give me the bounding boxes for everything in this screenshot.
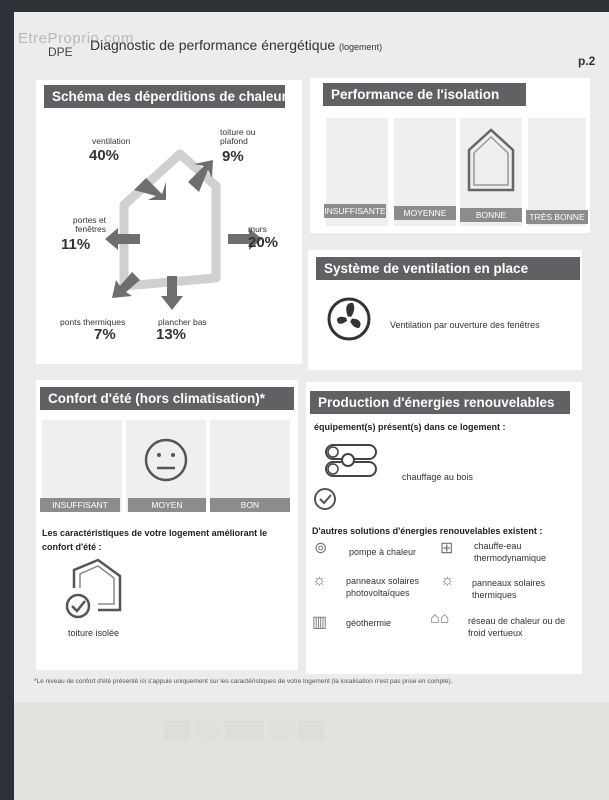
solar-thermal-icon: ☼ <box>440 572 455 589</box>
ventilation-label: ventilation <box>92 136 131 146</box>
header-dpe: DPE <box>48 45 73 59</box>
confort-label-bon: BON <box>210 498 290 512</box>
equipment-item: chauffage au bois <box>402 472 473 482</box>
option-chauffe-eau: chauffe-eau thermodynamique <box>474 541 547 563</box>
footnote: *Le niveau de confort d'été présenté ici s'appuie uniquement sur les caractéristiques de votre logement (la localisation n'est pas prise en compte). <box>34 678 453 685</box>
deperditions-title: Schéma des déperditions de chaleur <box>44 85 285 108</box>
deperditions-panel <box>36 80 302 364</box>
wood-logs-icon <box>318 442 384 484</box>
plancher-value: 13% <box>156 326 187 343</box>
toiture-label: toiture ou plafond <box>220 127 256 146</box>
house-check-icon <box>64 558 126 626</box>
toiture-value: 9% <box>222 148 244 165</box>
confort-title: Confort d'été (hors climatisation)* <box>40 387 294 410</box>
isolation-label-insuffisante: INSUFFISANTE <box>324 206 386 216</box>
page-number: p.2 <box>578 54 596 68</box>
option-reseau: réseau de chaleur ou de froid vertueux <box>468 616 566 638</box>
isolation-label-moyenne: MOYENNE <box>394 206 456 220</box>
others-title: D'autres solutions d'énergies renouvelables existent : <box>312 526 543 536</box>
confort-item: toiture isolée <box>68 628 120 638</box>
neutral-face-icon <box>126 420 206 496</box>
water-heater-icon: ⊞ <box>440 540 454 557</box>
check-circle-icon <box>312 486 338 512</box>
ponts-value: 7% <box>94 326 116 343</box>
plancher-label: plancher bas <box>158 317 207 327</box>
ventilation-value: 40% <box>89 147 120 164</box>
equipment-title: équipement(s) présent(s) dans ce logement : <box>314 422 506 432</box>
isolation-label-tres-bonne: TRÈS BONNE <box>526 210 588 224</box>
faded-background-text: ▒▒ ░░ ▒▒▒ ░░ ▒▒ <box>164 720 325 740</box>
header-title-suffix: (logement) <box>339 42 383 52</box>
confort-label-moyen: MOYEN <box>128 498 206 512</box>
ventilation-text: Ventilation par ouverture des fenêtres <box>390 320 540 330</box>
fan-icon <box>326 293 372 345</box>
option-thermique: panneaux solaires thermiques <box>472 578 546 600</box>
watermark: EtreProprio.com <box>18 30 134 47</box>
murs-label: murs <box>248 224 267 234</box>
confort-label-insuffisant: INSUFFISANT <box>40 498 120 512</box>
ventilation-title: Système de ventilation en place <box>316 257 580 280</box>
ventilation-panel <box>308 250 582 370</box>
production-title: Production d'énergies renouvelables <box>310 391 570 414</box>
house-icon <box>460 118 522 198</box>
ponts-label: ponts thermiques <box>60 317 126 327</box>
option-geothermie: géothermie <box>346 618 392 628</box>
isolation-label-bonne: BONNE <box>460 208 522 222</box>
isolation-title: Performance de l'isolation <box>323 83 526 106</box>
heat-network-icon: ⌂⌂ <box>430 610 450 627</box>
geothermal-icon: ▥ <box>312 614 328 631</box>
option-pompe: pompe à chaleur <box>349 547 417 557</box>
portes-value: 11% <box>61 236 91 253</box>
page-lower-area <box>14 702 609 800</box>
header-title <box>90 37 382 53</box>
option-pv: panneaux solaires photovoltaïques <box>346 576 420 598</box>
header-title-text: Diagnostic de performance énergétique <box>90 37 336 53</box>
murs-value: 20% <box>248 234 279 251</box>
isolation-panel <box>310 78 590 233</box>
confort-panel <box>36 380 298 670</box>
confort-caract-text: Les caractéristiques de votre logement améliorant le confort d'été : <box>42 528 268 552</box>
portes-label: portes et fenêtres <box>72 215 106 234</box>
production-panel <box>306 382 582 674</box>
solar-panel-icon: ☼ <box>312 572 327 589</box>
heat-pump-icon: ⊚ <box>314 540 328 557</box>
